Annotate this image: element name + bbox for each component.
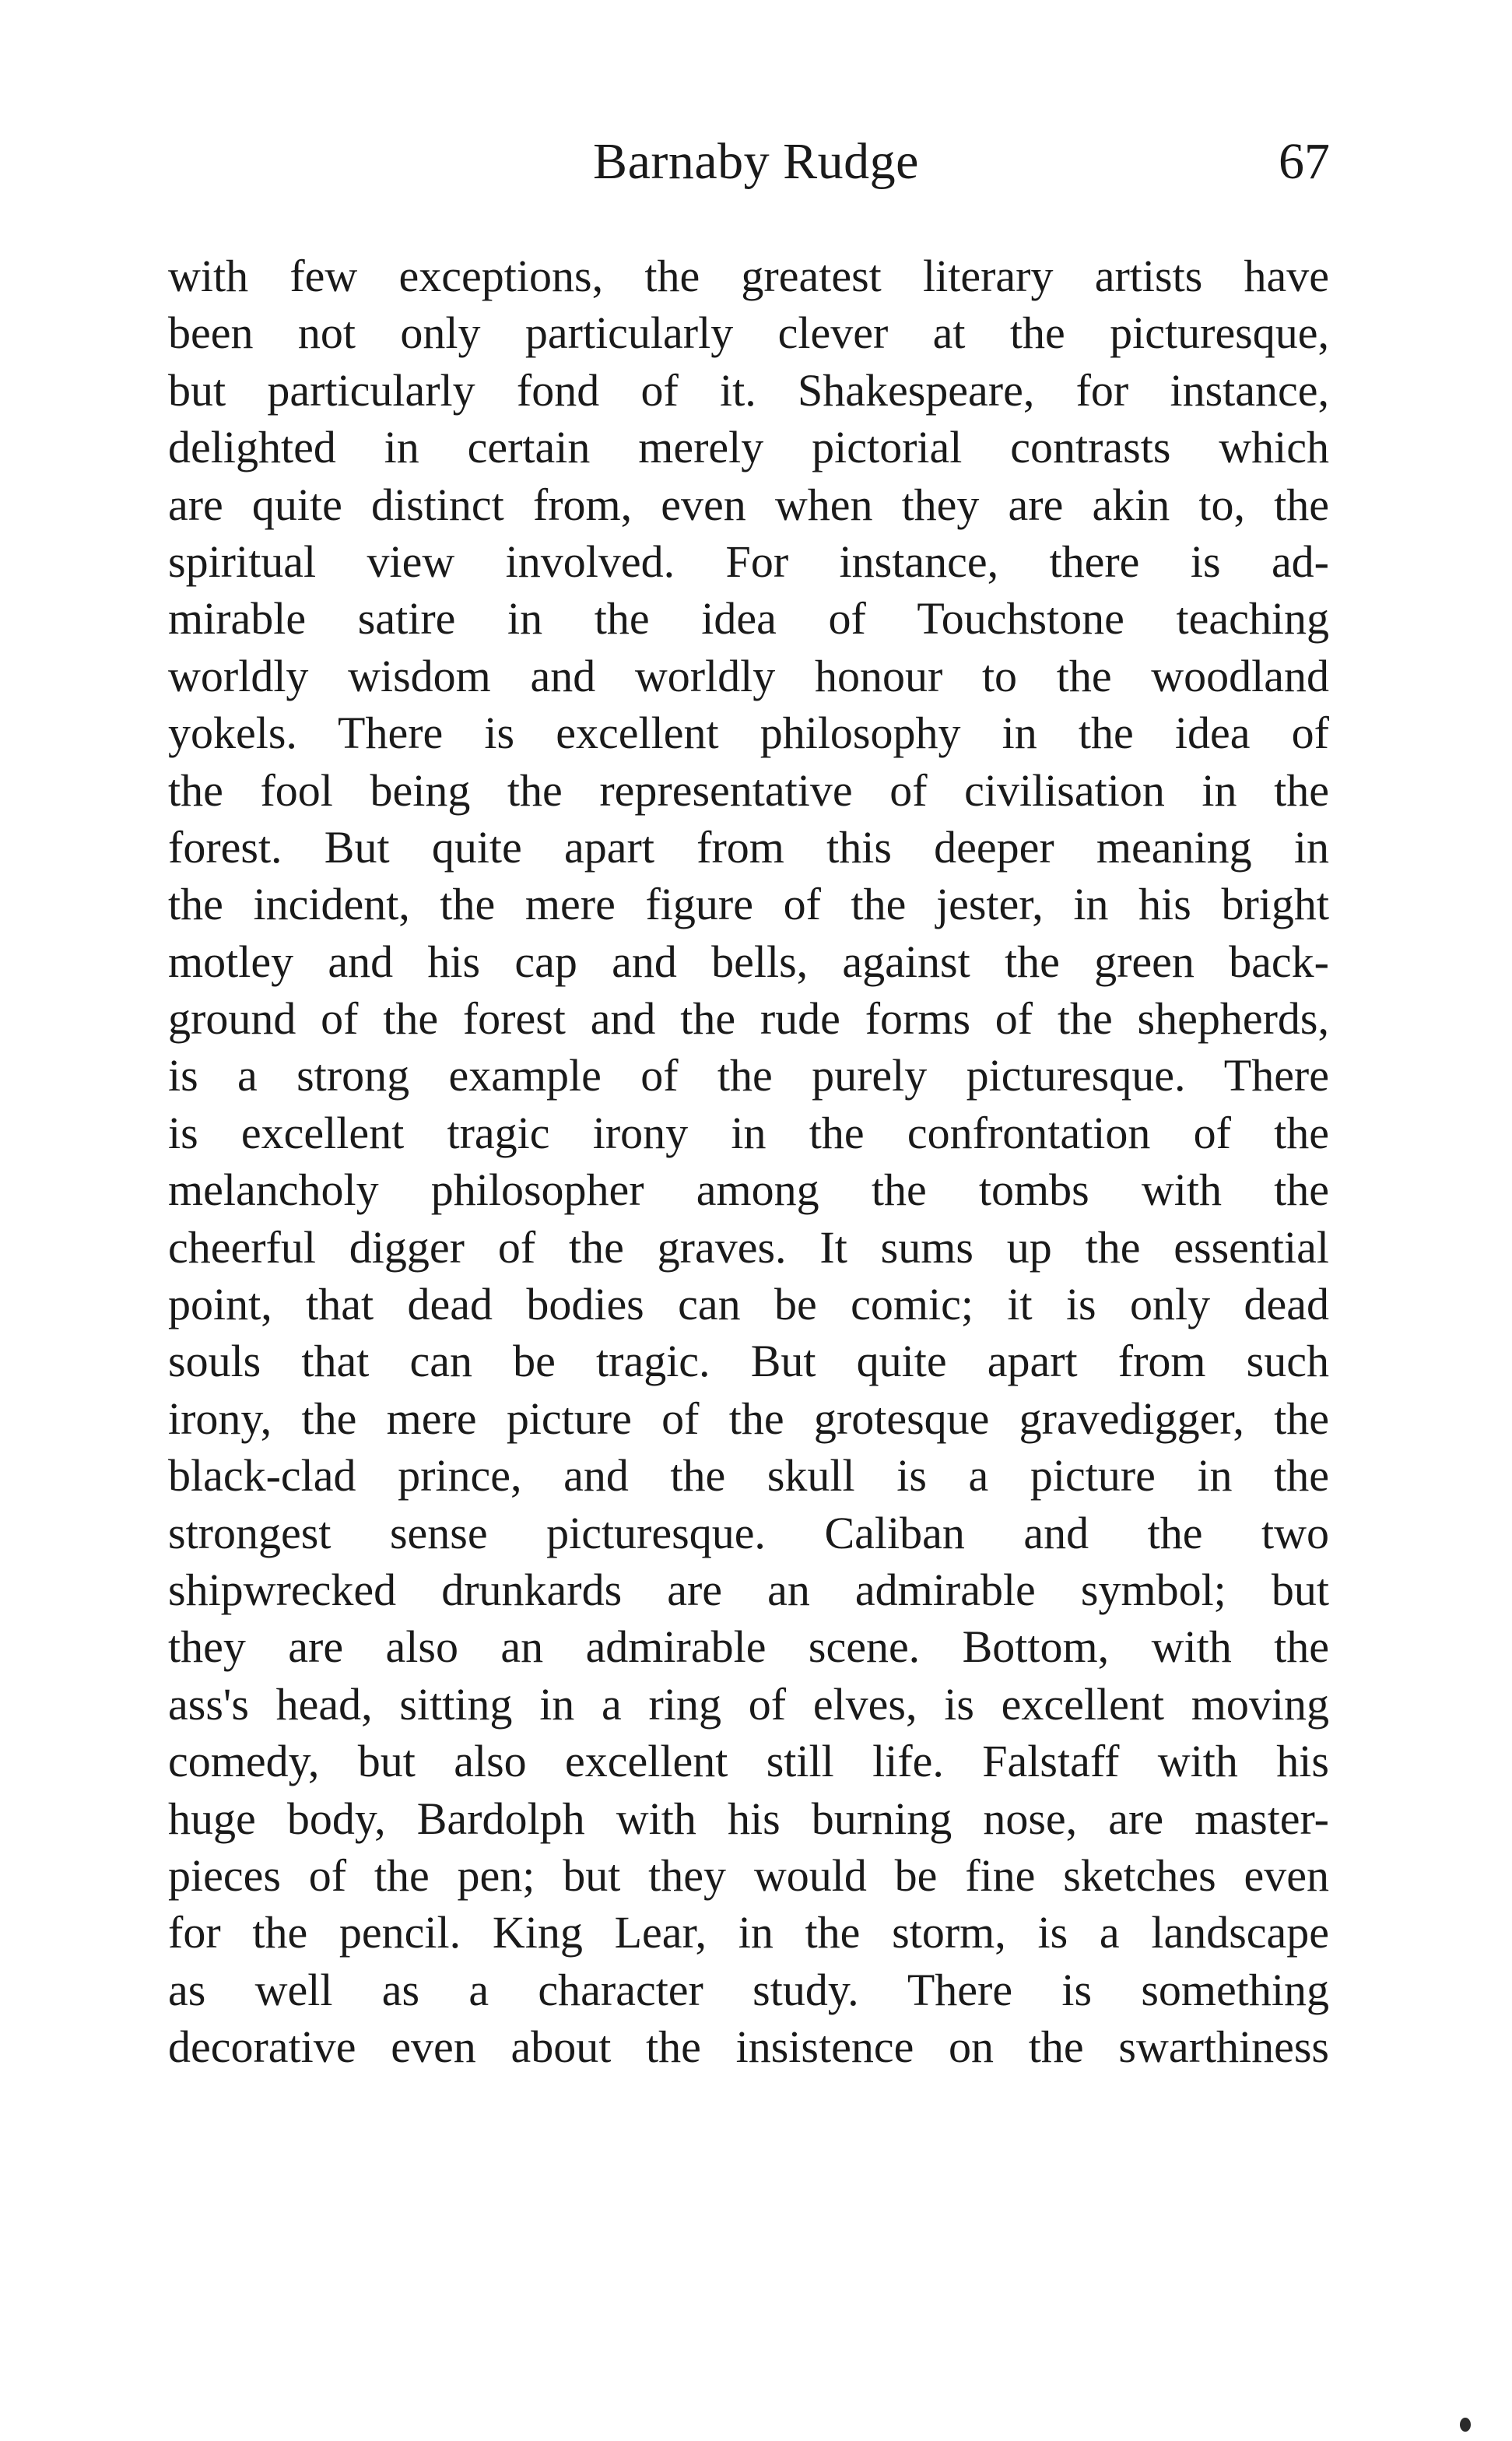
text-line: is a strong example of the purely picturesque. There (168, 1050, 1329, 1101)
page-number: 67 (1279, 133, 1330, 190)
text-line: mirable satire in the idea of Touchstone teaching (168, 593, 1329, 644)
text-line: is excellent tragic irony in the confrontation of the (168, 1107, 1329, 1158)
text-line: they are also an admirable scene. Bottom, with the (168, 1621, 1329, 1673)
text-line: motley and his cap and bells, against the green back- (168, 936, 1329, 987)
text-line: as well as a character study. There is something (168, 1964, 1329, 2015)
text-line: are quite distinct from, even when they are akin to, the (168, 479, 1329, 530)
text-line: delighted in certain merely pictorial contrasts which (168, 422, 1329, 473)
text-line: melancholy philosopher among the tombs with the (168, 1164, 1329, 1216)
text-line: souls that can be tragic. But quite apart from such (168, 1336, 1329, 1387)
text-line: the fool being the representative of civilisation in the (168, 764, 1329, 816)
text-line: cheerful digger of the graves. It sums up the essential (168, 1221, 1329, 1273)
body-text (168, 248, 1329, 2076)
text-line: huge body, Bardolph with his burning nose, are master- (168, 1793, 1329, 1844)
text-line: ground of the forest and the rude forms of the shepherds, (168, 993, 1329, 1045)
text-line: black-clad prince, and the skull is a picture in the (168, 1450, 1329, 1501)
text-line: shipwrecked drunkards are an admirable symbol; but (168, 1564, 1329, 1615)
text-line: been not only particularly clever at the picturesque, (168, 307, 1329, 359)
scan-speck (1460, 2418, 1471, 2432)
text-line: yokels. There is excellent philosophy in the idea of (168, 708, 1329, 759)
text-line: forest. But quite apart from this deeper meaning in (168, 821, 1329, 873)
text-line: point, that dead bodies can be comic; it is only dead (168, 1279, 1329, 1330)
text-line: worldly wisdom and worldly honour to the woodland (168, 650, 1329, 701)
text-line: strongest sense picturesque. Caliban and the two (168, 1507, 1329, 1558)
text-line: decorative even about the insistence on the swarthiness (168, 2021, 1329, 2073)
text-line: pieces of the pen; but they would be fine sketches even (168, 1849, 1329, 1901)
text-line: the incident, the mere figure of the jester, in his bright (168, 879, 1329, 930)
running-title: Barnaby Rudge (593, 133, 919, 190)
text-line: for the pencil. King Lear, in the storm, is a landscape (168, 1907, 1329, 1958)
text-line: with few exceptions, the greatest literary artists have (168, 251, 1329, 301)
running-head (0, 125, 1512, 202)
text-line: spiritual view involved. For instance, there is ad- (168, 536, 1329, 587)
text-line: ass's head, sitting in a ring of elves, is excellent moving (168, 1678, 1329, 1730)
text-line: but particularly fond of it. Shakespeare, for instance, (168, 364, 1329, 416)
text-line: irony, the mere picture of the grotesque gravedigger, the (168, 1393, 1329, 1444)
text-line: comedy, but also excellent still life. Falstaff with his (168, 1736, 1329, 1787)
